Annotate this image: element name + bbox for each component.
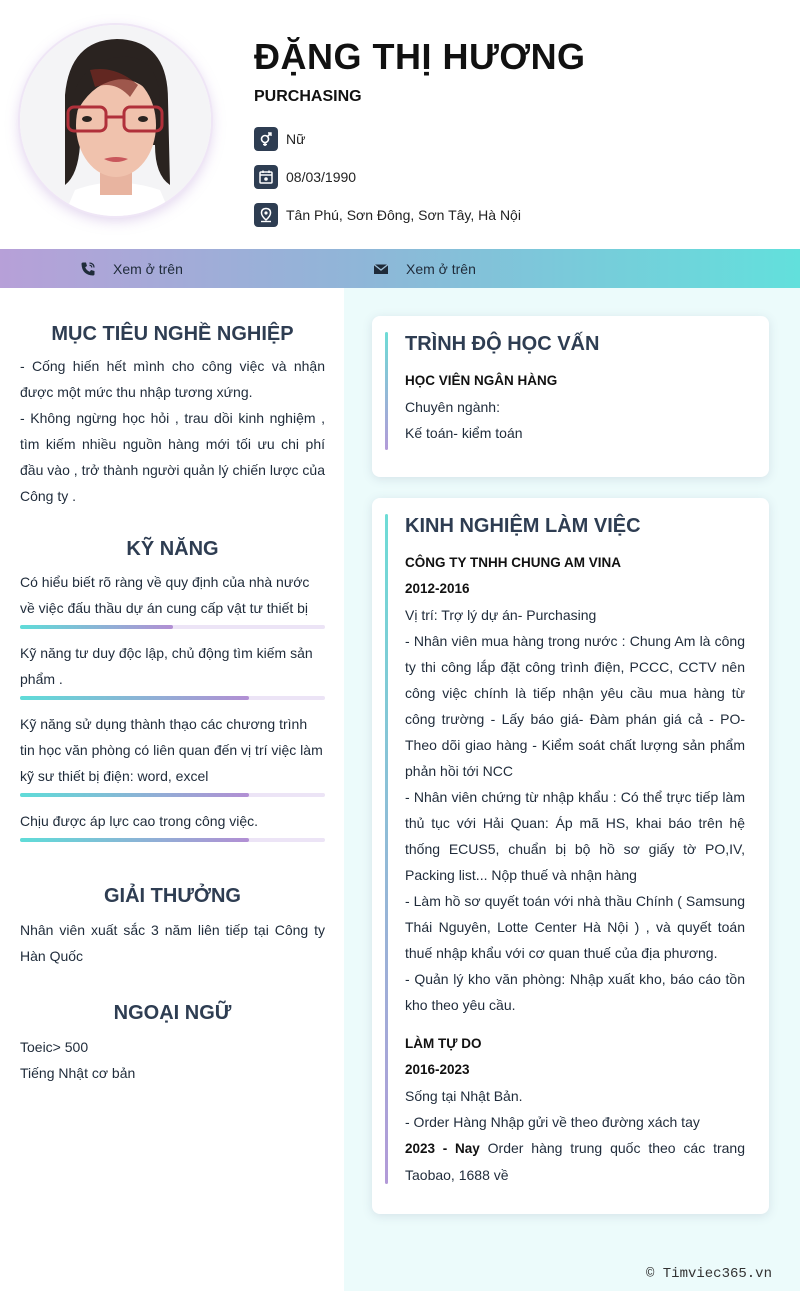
skill-item [20,711,325,797]
skill-bar-fill [20,793,249,797]
contact-band [0,249,800,288]
gender-icon [254,127,278,151]
skills-title: KỸ NĂNG [126,538,219,560]
skill-bar-fill [20,696,249,700]
phone-contact [80,249,183,288]
address-row [254,203,521,227]
job-description: - Quản lý kho văn phòng: Nhập xuất kho, báo cáo tồn kho theo yêu cầu. [405,971,745,1013]
education-body [405,368,745,446]
skill-bar [20,838,325,842]
skill-text: Có hiểu biết rõ ràng về quy định của nhà nước về việc đấu thầu dự án cung cấp vật tư thiết bị [20,574,310,616]
cv-header [0,0,800,249]
job-description: - Order Hàng Nhập gửi về theo đường xách tay [405,1114,700,1130]
skill-text: Kỹ năng tư duy độc lập, chủ động tìm kiếm sản phẩm . [20,645,313,687]
job-description: - Nhân viên chứng từ nhập khẩu : Có thể trực tiếp làm thủ tục với Hải Quan: Áp mã HS, khai báo trên hệ thống ECUS5, chuẩn bị bộ hồ sơ giấy tờ PO,IV, Packing list... Nộp thuế và nhận hàng [405,789,745,883]
education-title: TRÌNH ĐỘ HỌC VẤN [405,333,600,355]
dob-value: 08/03/1990 [286,169,357,185]
awards-title: GIẢI THƯỞNG [104,885,241,907]
avatar [20,25,211,216]
dob-row [254,165,356,189]
mail-icon [373,261,389,277]
gender-row [254,127,305,151]
objective-title: MỤC TIÊU NGHỀ NGHIỆP [51,323,294,345]
gender-value: Nữ [286,131,306,147]
school-name: HỌC VIÊN NGÂN HÀNG [405,373,558,388]
job-description: - Làm hồ sơ quyết toán với nhà thầu Chính ( Samsung Thái Nguyên, Lotte Center Hà Nội ) , và quyết toán thuế nhập khẩu với cơ quan thuế của địa phương. [405,893,745,961]
company-name: LÀM TỰ DO [405,1036,482,1051]
language-item: Toeic> 500 [20,1039,89,1055]
phone-icon [80,261,96,277]
job-description: - Nhân viên mua hàng trong nước : Chung Am là công ty thi công lắp đặt công trình điện, PCCC, CCTV nên công việc chính là tiếp nhận yêu cầu mua hàng từ công trường - Lấy báo giá- Đàm phán giá cả - PO- Theo dõi giao hàng - Kiểm soát chất lượng sản phẩm phản hồi tới NCC [405,633,745,779]
experience-title: KINH NGHIỆM LÀM VIỆC [405,515,641,537]
experience-card [372,498,769,1214]
job-period: 2016-2023 [405,1062,470,1077]
phone-value: Xem ở trên [113,260,183,277]
period-highlight: 2023 - Nay [405,1141,480,1156]
objective-line-2: - Không ngừng học hỏi , trau dồi kinh nghiệm , tìm kiếm nhiều nguồn hàng mới tối ưu chi phí đầu vào , trở thành người quản lý chiến lược của Công ty . [20,410,325,504]
company-name: CÔNG TY TNHH CHUNG AM VINA [405,555,621,570]
job-period: 2012-2016 [405,581,470,596]
candidate-name: ĐẶNG THỊ HƯƠNG [254,36,586,77]
left-column [20,288,325,1086]
education-card [372,316,769,477]
job-description [405,1135,745,1188]
calendar-icon [254,165,278,189]
job-description-text: Order hàng trung quốc theo các trang Taobao, 1688 về [405,1140,746,1183]
skill-bar-fill [20,625,173,629]
skill-bar-fill [20,838,249,842]
awards-text: Nhân viên xuất sắc 3 năm liên tiếp tại Công ty Hàn Quốc [20,922,325,964]
job-description: Sống tại Nhật Bản. [405,1088,523,1104]
major-value: Kế toán- kiểm toán [405,425,523,441]
job-position: Vị trí: Trợ lý dự án- Purchasing [405,607,597,623]
footer-watermark: © Timviec365.vn [645,1266,772,1282]
skill-bar [20,793,325,797]
objective-line-1: - Cống hiến hết mình cho công việc và nhận được một mức thu nhập tương xứng. [20,358,325,400]
avatar-photo [20,25,211,216]
skill-item [20,808,325,842]
experience-accent-line [385,514,388,1184]
location-pin-icon [254,203,278,227]
major-label: Chuyên ngành: [405,399,500,415]
language-item: Tiếng Nhật cơ bản [20,1065,136,1081]
email-value: Xem ở trên [406,260,476,277]
education-accent-line [385,332,388,450]
skill-text: Chịu được áp lực cao trong công việc. [20,813,259,829]
skill-bar [20,625,325,629]
languages-title: NGOẠI NGỮ [113,1002,232,1024]
skill-item [20,640,325,700]
skill-item [20,569,325,629]
experience-body [405,550,745,1188]
skill-text: Kỹ năng sử dụng thành thạo các chương trình tin học văn phòng có liên quan đến vị trí việc làm kỹ sư thiết bị điện: word, excel [20,716,323,784]
email-contact [373,249,476,288]
skill-bar [20,696,325,700]
job-title: PURCHASING [254,88,362,105]
address-value: Tân Phú, Sơn Đông, Sơn Tây, Hà Nội [286,207,521,223]
skills-list [20,569,325,842]
